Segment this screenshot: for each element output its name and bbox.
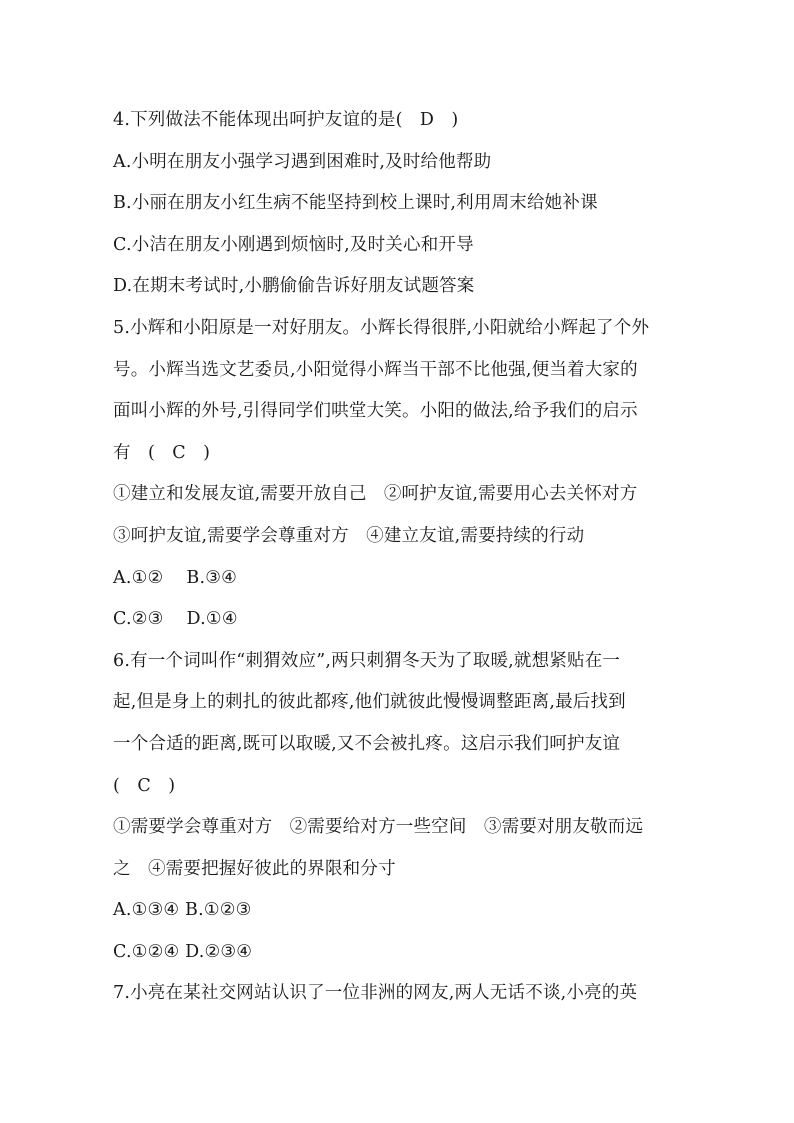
question-5-stem-line-2: 号。小辉当选文艺委员,小阳觉得小辉当干部不比他强,便当着大家的 bbox=[113, 359, 638, 380]
document-page bbox=[113, 100, 693, 1015]
question-7-stem-line-1: 7.小亮在某社交网站认识了一位非洲的网友,两人无话不谈,小亮的英 bbox=[113, 983, 638, 1004]
question-4-stem: 4.下列做法不能体现出呵护友谊的是( D ) bbox=[113, 110, 459, 130]
question-5-options-cd: C.②③ D.①④ bbox=[113, 609, 238, 630]
question-5-statements-line-2: ③呵护友谊,需要学会尊重对方 ④建立友谊,需要持续的行动 bbox=[113, 525, 585, 546]
question-6-options-cd: C.①②④ D.②③④ bbox=[113, 941, 253, 962]
question-6-statements-line-1: ①需要学会尊重对方 ②需要给对方一些空间 ③需要对朋友敬而远 bbox=[113, 817, 644, 838]
question-4-option-d: D.在期末考试时,小鹏偷偷告诉好朋友试题答案 bbox=[113, 276, 475, 297]
question-5-answer: 有 ( C ) bbox=[113, 442, 211, 463]
question-6-stem-line-1: 6.有一个词叫作“刺猬效应”,两只刺猬冬天为了取暖,就想紧贴在一 bbox=[113, 650, 621, 671]
question-5-statements-line-1: ①建立和发展友谊,需要开放自己 ②呵护友谊,需要用心去关怀对方 bbox=[113, 484, 638, 505]
question-5-stem-line-1: 5.小辉和小阳原是一对好朋友。小辉长得很胖,小阳就给小辉起了个外 bbox=[113, 317, 650, 338]
question-6-stem-line-2: 起,但是身上的刺扎的彼此都疼,他们就彼此慢慢调整距离,最后找到 bbox=[113, 692, 626, 713]
question-4-option-a: A.小明在朋友小强学习遇到困难时,及时给他帮助 bbox=[113, 151, 492, 172]
question-6-stem-line-3: 一个合适的距离,既可以取暖,又不会被扎疼。这启示我们呵护友谊 bbox=[113, 733, 621, 754]
question-4-option-c: C.小洁在朋友小刚遇到烦恼时,及时关心和开导 bbox=[113, 234, 474, 255]
question-6-answer: ( C ) bbox=[113, 775, 176, 796]
question-5-stem-line-3: 面叫小辉的外号,引得同学们哄堂大笑。小阳的做法,给予我们的启示 bbox=[113, 401, 638, 422]
question-6-options-ab: A.①③④ B.①②③ bbox=[113, 900, 252, 921]
question-4-option-b: B.小丽在朋友小红生病不能坚持到校上课时,利用周末给她补课 bbox=[113, 193, 598, 214]
question-5-options-ab: A.①② B.③④ bbox=[113, 567, 238, 588]
question-6-statements-line-2: 之 ④需要把握好彼此的界限和分寸 bbox=[113, 858, 396, 879]
